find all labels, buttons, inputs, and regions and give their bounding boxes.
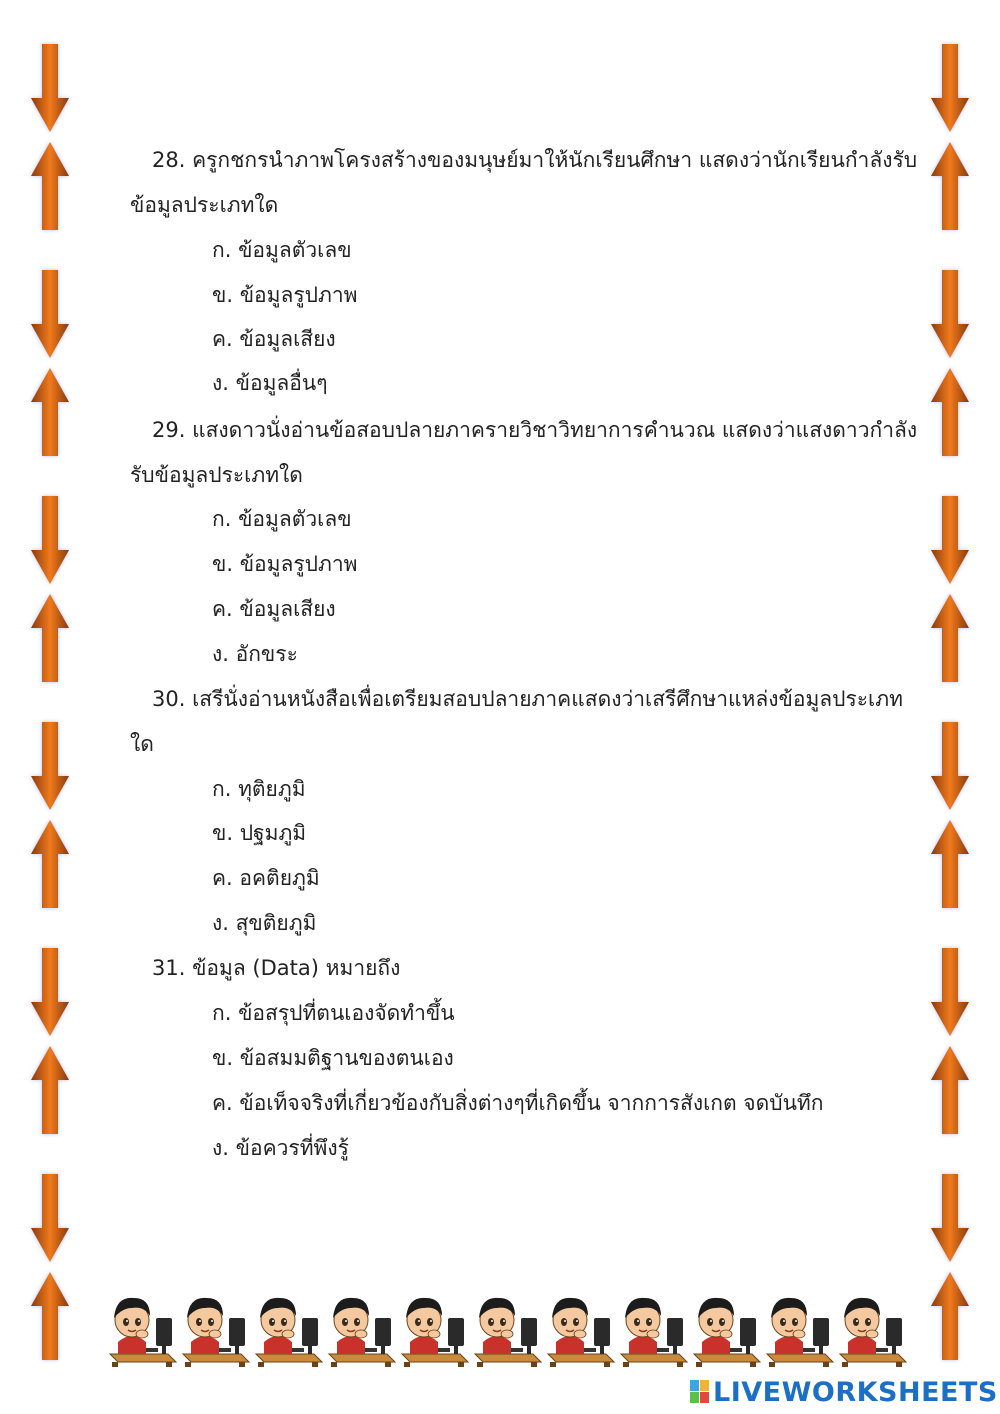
cartoon-kids-border [108,1290,918,1370]
question-29-option-b[interactable]: ข. ข้อมูลรูปภาพ [212,552,358,576]
question-29-text: 29. แสงดาวนั่งอ่านข้อสอบปลายภาครายวิชาวิทยาการคำนวณ แสดงว่าแสงดาวกำลัง [152,418,918,442]
question-31-text: 31. ข้อมูล (Data) หมายถึง [152,956,401,980]
liveworksheets-logo [690,1372,998,1412]
question-29-option-c[interactable]: ค. ข้อมูลเสียง [212,597,336,621]
question-30-option-a[interactable]: ก. ทุติยภูมิ [212,777,306,801]
arrow-down-icon [28,944,72,1040]
arrow-up-icon [28,364,72,460]
liveworksheets-logo-text: LIVEWORKSHEETS [713,1376,998,1408]
cartoon-kid-computer-icon [108,1290,178,1368]
question-28-option-b[interactable]: ข. ข้อมูลรูปภาพ [212,283,358,307]
arrow-down-icon [28,266,72,362]
arrow-down-icon [28,492,72,588]
cartoon-kid-computer-icon [254,1290,324,1368]
cartoon-kid-computer-icon [473,1290,543,1368]
question-28-option-a[interactable]: ก. ข้อมูลตัวเลข [212,238,352,262]
arrow-down-icon [28,1170,72,1266]
arrow-up-icon [928,816,972,912]
cartoon-kid-computer-icon [765,1290,835,1368]
cartoon-kid-computer-icon [327,1290,397,1368]
arrow-up-icon [928,1042,972,1138]
question-30-option-c[interactable]: ค. อคติยภูมิ [212,866,320,890]
question-28-option-d[interactable]: ง. ข้อมูลอื่นๆ [212,371,328,395]
arrow-down-icon [928,40,972,136]
question-31-option-d[interactable]: ง. ข้อควรที่พึงรู้ [212,1136,349,1160]
arrow-up-icon [928,364,972,460]
arrow-down-icon [928,492,972,588]
question-29-option-a[interactable]: ก. ข้อมูลตัวเลข [212,507,352,531]
arrow-up-icon [928,138,972,234]
arrow-down-icon [928,1170,972,1266]
arrow-up-icon [928,590,972,686]
arrow-up-icon [28,590,72,686]
arrow-up-icon [28,1042,72,1138]
question-30-text-cont: ใด [130,732,154,756]
arrow-down-icon [928,266,972,362]
cartoon-kid-computer-icon [400,1290,470,1368]
cartoon-kid-computer-icon [838,1290,908,1368]
cartoon-kid-computer-icon [692,1290,762,1368]
arrow-up-icon [28,816,72,912]
liveworksheets-mark-icon [690,1380,710,1404]
arrow-down-icon [928,944,972,1040]
question-31-option-c[interactable]: ค. ข้อเท็จจริงที่เกี่ยวข้องกับสิ่งต่างๆที่เกิดขึ้น จากการสังเกต จดบันทึก [212,1091,824,1115]
arrow-up-icon [28,1268,72,1364]
question-29-text-cont: รับข้อมูลประเภทใด [130,463,303,487]
arrow-down-icon [28,718,72,814]
question-28-option-c[interactable]: ค. ข้อมูลเสียง [212,327,336,351]
question-30-option-b[interactable]: ข. ปฐมภูมิ [212,821,307,845]
question-30-text: 30. เสรีนั่งอ่านหนังสือเพื่อเตรียมสอบปลายภาคแสดงว่าเสรีศึกษาแหล่งข้อมูลประเภท [152,687,903,711]
cartoon-kid-computer-icon [181,1290,251,1368]
question-30-option-d[interactable]: ง. สุขติยภูมิ [212,911,317,935]
arrow-down-icon [928,718,972,814]
arrow-up-icon [928,1268,972,1364]
question-28-text-cont: ข้อมูลประเภทใด [130,193,279,217]
question-28-text: 28. ครูกชกรนำภาพโครงสร้างของมนุษย์มาให้นักเรียนศึกษา แสดงว่านักเรียนกำลังรับ [152,148,918,172]
question-29-option-d[interactable]: ง. อักขระ [212,642,298,666]
question-31-option-a[interactable]: ก. ข้อสรุปที่ตนเองจัดทำขึ้น [212,1001,455,1025]
question-31-option-b[interactable]: ข. ข้อสมมติฐานของตนเอง [212,1046,454,1070]
arrow-up-icon [28,138,72,234]
arrow-down-icon [28,40,72,136]
cartoon-kid-computer-icon [546,1290,616,1368]
cartoon-kid-computer-icon [619,1290,689,1368]
